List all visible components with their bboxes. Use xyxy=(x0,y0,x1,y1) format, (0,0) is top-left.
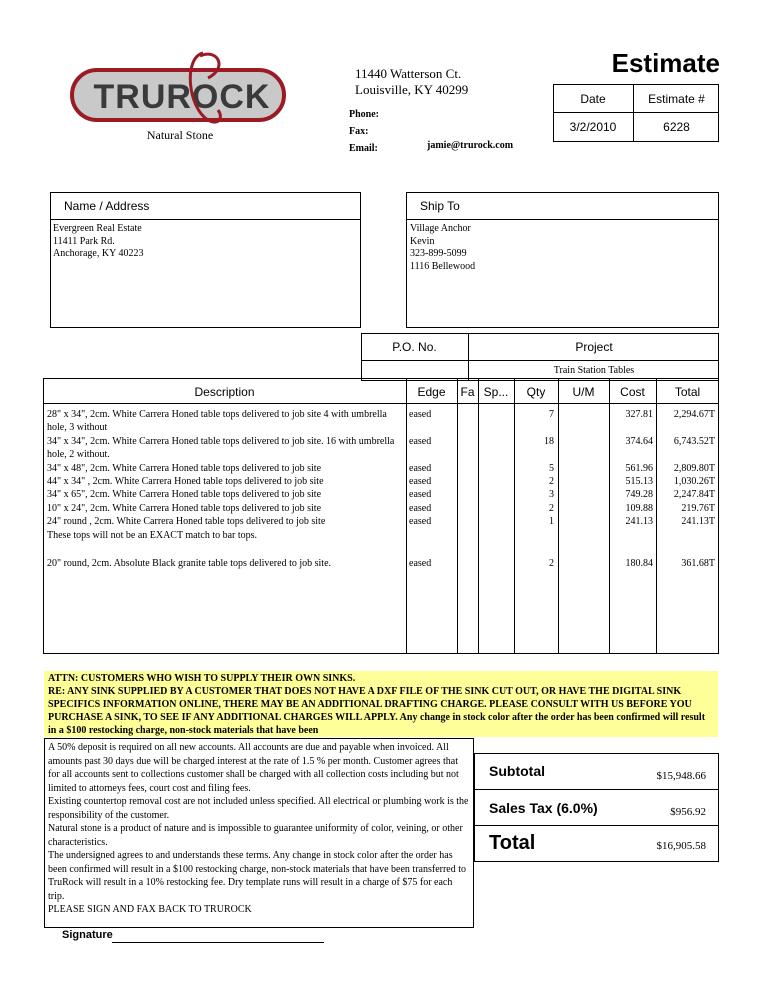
item-total: 2,294.67T xyxy=(673,409,715,420)
col-um: U/M xyxy=(572,385,595,399)
item-qty: 2 xyxy=(549,503,554,514)
item-edge: eased xyxy=(409,463,432,474)
item-total: 2,809.80T xyxy=(673,463,715,474)
sink-notice xyxy=(44,671,718,737)
item-total: 361.68T xyxy=(681,558,715,569)
item-description: 34" x 65", 2cm. White Carrera Honed table tops delivered to job site xyxy=(47,489,322,500)
phone-label: Phone: xyxy=(349,109,379,120)
date-label: Date xyxy=(580,92,606,106)
item-description: These tops will not be an EXACT match to bar tops. xyxy=(47,530,258,541)
item-cost: 180.84 xyxy=(625,558,653,569)
item-description: 34" x 48", 2cm. White Carrera Honed table tops delivered to job site xyxy=(47,463,322,474)
address-line-1: 11440 Watterson Ct. xyxy=(355,66,462,81)
item-total: 1,030.26T xyxy=(673,476,715,487)
estimate-number-value: 6228 xyxy=(663,120,690,134)
signature-label: Signature xyxy=(62,929,113,941)
company-logo xyxy=(60,48,300,144)
logo-text: TRUROCK xyxy=(93,78,271,116)
po-number-label: P.O. No. xyxy=(392,340,437,354)
item-qty: 5 xyxy=(549,463,554,474)
item-total: 241.13T xyxy=(681,516,715,527)
item-description: 44" x 34" , 2cm. White Carrera Honed table tops delivered to job site xyxy=(47,476,324,487)
col-edge: Edge xyxy=(417,385,446,399)
item-qty: 1 xyxy=(549,516,554,527)
item-description: 20" round, 2cm. Absolute Black granite table tops delivered to job site. xyxy=(47,558,332,569)
project-value: Train Station Tables xyxy=(553,365,635,376)
terms-paragraph: The undersigned agrees to and understands these terms. Any change in stock color after the order has been confirmed will result in a $100 restocking charge, non-stock materials that have been transferred to TruRock will result in a 10% restocking fee. Dry template runs will result in a charge of $75 for each trip. xyxy=(48,850,467,902)
email-label: Email: xyxy=(349,143,378,154)
terms-paragraph: PLEASE SIGN AND FAX BACK TO TRUROCK xyxy=(48,904,252,915)
terms-paragraph: A 50% deposit is required on all new accounts. All accounts are due and payable when invoiced. All amounts past 30 days due will be charged interest at the rate of 1.5 % per month. Customer agrees that for all accounts sent to collections customer shall be charged with all collection costs including but not limited to attorneys fees, court cost and filing fees. xyxy=(48,742,459,794)
company-email[interactable]: jamie@trurock.com xyxy=(427,140,514,151)
col-total: Total xyxy=(674,385,701,399)
item-cost: 374.64 xyxy=(625,436,653,447)
item-qty: 2 xyxy=(549,476,554,487)
col-sp: Sp... xyxy=(483,385,509,399)
total-value: $16,905.58 xyxy=(656,840,706,852)
signature-line[interactable] xyxy=(112,942,324,943)
item-description: 34" x 34", 2cm. White Carrera Honed table tops delivered to job site. 16 with umbrella hole, 2 without. xyxy=(47,436,395,460)
item-qty: 2 xyxy=(549,558,554,569)
ship-to-line: 1116 Bellewood xyxy=(410,260,476,272)
col-qty: Qty xyxy=(526,385,546,399)
sales-tax-label: Sales Tax (6.0%) xyxy=(489,800,598,816)
item-edge: eased xyxy=(409,436,432,447)
bill-to-line: Anchorage, KY 40223 xyxy=(53,248,144,259)
item-qty: 3 xyxy=(549,489,554,500)
item-description: 24" round , 2cm. White Carrera Honed table tops delivered to job site xyxy=(47,516,326,527)
document-title: Estimate xyxy=(611,48,720,78)
sales-tax-value: $956.92 xyxy=(670,806,706,818)
item-description: 10" x 24", 2cm. White Carrera Honed table tops delivered to job site xyxy=(47,503,322,514)
item-edge: eased xyxy=(409,409,432,420)
fax-label: Fax: xyxy=(349,126,369,137)
terms-box xyxy=(44,738,474,928)
date-value: 3/2/2010 xyxy=(569,120,617,134)
ship-to-line: Village Anchor xyxy=(410,223,471,234)
item-edge: eased xyxy=(409,516,432,527)
estimate-number-label: Estimate # xyxy=(648,92,705,106)
item-edge: eased xyxy=(409,489,432,500)
total-label: Total xyxy=(489,832,536,854)
col-description: Description xyxy=(194,385,255,399)
item-cost: 515.13 xyxy=(625,476,653,487)
ship-to-label: Ship To xyxy=(420,199,460,213)
item-total: 6,743.52T xyxy=(673,436,715,447)
ship-to-line: Kevin xyxy=(410,235,435,247)
bill-to-line: Evergreen Real Estate xyxy=(53,223,142,234)
item-description: 28" x 34", 2cm. White Carrera Honed table tops delivered to job site 4 with umbrella hole, 3 without xyxy=(47,409,387,433)
terms-paragraph: Natural stone is a product of nature and is impossible to guarantee uniformity of color, veining, or other characteristics. xyxy=(48,823,463,848)
item-edge: eased xyxy=(409,476,432,487)
item-cost: 327.81 xyxy=(625,409,653,420)
terms-paragraph: Existing countertop removal cost are not included unless specified. All electrical or plumbing work is the responsibility of the customer. xyxy=(48,796,469,821)
item-total: 2,247.84T xyxy=(673,489,715,500)
address-line-2: Louisville, KY 40299 xyxy=(355,82,469,97)
notice-line-2: RE: ANY SINK SUPPLIED BY A CUSTOMER THAT DOES NOT HAVE A DXF FILE OF THE SINK CUT OUT, OR HAVE THE DIGITAL SINK SPECIFICS INFORMATION ONLINE, THERE MAY BE AN ADDITIONAL DRAFTING CHARGE. PLEASE CONSULT WITH US BEFORE YOU PURCHASE A SINK, TO SEE IF ANY ADDITIONAL CHARGES WILL APPLY. Any change in stock color after the order has been confirmed will result in a $100 restocking charge, non-stock materials that have been xyxy=(48,686,706,736)
col-fa: Fa xyxy=(460,385,475,399)
item-cost: 561.96 xyxy=(625,463,653,474)
company-address xyxy=(355,66,468,98)
subtotal-value: $15,948.66 xyxy=(656,770,706,782)
item-qty: 18 xyxy=(544,436,554,447)
bill-to-label: Name / Address xyxy=(64,199,150,213)
notice-line-1: ATTN: CUSTOMERS WHO WISH TO SUPPLY THEIR OWN SINKS. xyxy=(48,673,356,684)
project-label: Project xyxy=(575,340,613,354)
col-cost: Cost xyxy=(620,385,645,399)
item-cost: 109.88 xyxy=(625,503,653,514)
item-cost: 241.13 xyxy=(625,516,653,527)
ship-to-address xyxy=(410,223,475,273)
item-edge: eased xyxy=(409,503,432,514)
company-contact xyxy=(349,106,379,157)
item-cost: 749.28 xyxy=(625,489,653,500)
item-total: 219.76T xyxy=(681,503,715,514)
bill-to-line: 11411 Park Rd. xyxy=(53,235,115,247)
logo-swash-icon xyxy=(178,48,228,128)
ship-to-line: 323-899-5099 xyxy=(410,248,467,259)
item-qty: 7 xyxy=(549,409,554,420)
bill-to-address xyxy=(53,223,143,261)
item-edge: eased xyxy=(409,558,432,569)
logo-tagline: Natural Stone xyxy=(146,128,214,142)
subtotal-label: Subtotal xyxy=(489,763,545,779)
